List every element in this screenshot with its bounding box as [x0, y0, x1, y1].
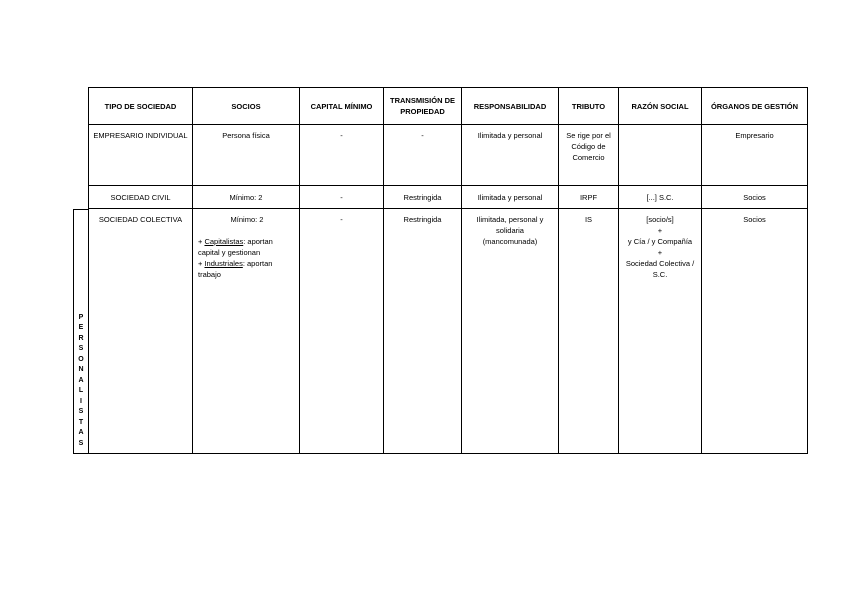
cell-capital: - [300, 209, 384, 454]
term-industriales: Industriales [204, 259, 243, 268]
side-letter: I [80, 397, 82, 405]
razon-socios: [socio/s] [646, 215, 674, 224]
cell-tributo: IS [559, 209, 619, 454]
socios-industriales: + Industriales: aportan trabajo [198, 259, 273, 279]
side-letter: S [78, 439, 84, 447]
cell-capital: - [300, 186, 384, 209]
cell-responsabilidad: Ilimitada y personal [462, 125, 559, 186]
side-letter: R [78, 334, 84, 342]
socios-minimo: Mínimo: 2 [230, 215, 264, 224]
table-row [89, 209, 808, 454]
side-letter: P [78, 313, 84, 321]
cell-tipo: EMPRESARIO INDIVIDUAL [89, 125, 193, 186]
sociedades-table [88, 87, 808, 454]
header-organos: ÓRGANOS DE GESTIÓN [702, 88, 808, 125]
cell-tipo: SOCIEDAD COLECTIVA [89, 209, 193, 454]
side-letter: A [78, 429, 84, 436]
header-transmision: TRANSMISIÓN DE PROPIEDAD [384, 88, 462, 125]
header-tributo: TRIBUTO [559, 88, 619, 125]
cell-razon [619, 125, 702, 186]
cell-capital: - [300, 125, 384, 186]
side-letter: A [78, 376, 84, 384]
term-capitalistas: Capitalistas [204, 237, 244, 246]
cell-transmision: Restringida [384, 209, 462, 454]
side-letter: O [78, 355, 84, 363]
table-row [89, 125, 808, 186]
cell-organos: Socios [702, 186, 808, 209]
responsabilidad-note: (mancomunada) [482, 237, 538, 246]
side-letter: N [78, 366, 84, 373]
side-letter: S [78, 345, 84, 352]
cell-responsabilidad: Ilimitada y personal [462, 186, 559, 209]
cell-transmision: Restringida [384, 186, 462, 209]
header-capital: CAPITAL MÍNIMO [300, 88, 384, 125]
cell-transmision: - [384, 125, 462, 186]
header-socios: SOCIOS [193, 88, 300, 125]
cell-socios: Mínimo: 2 [193, 186, 300, 209]
cell-tipo: SOCIEDAD CIVIL [89, 186, 193, 209]
cell-razon: [...] S.C. [619, 186, 702, 209]
socios-capitalistas: + Capitalistas: aportan capital y gestionan [198, 237, 273, 257]
header-razon: RAZÓN SOCIAL [619, 88, 702, 125]
industriales-desc: : aportan trabajo [198, 259, 273, 279]
razon-sc: Sociedad Colectiva / S.C. [625, 259, 695, 279]
header-row [89, 88, 808, 125]
header-tipo: TIPO DE SOCIEDAD [89, 88, 193, 125]
cell-organos: Socios [702, 209, 808, 454]
side-letter: E [78, 324, 84, 331]
side-letter: T [78, 418, 84, 426]
cell-razon [619, 209, 702, 454]
capitalistas-desc: : aportan capital y gestionan [198, 237, 273, 257]
cell-socios: Persona física [193, 125, 300, 186]
responsabilidad-line: Ilimitada, personal y solidaria [476, 215, 544, 235]
personalistas-group-label [73, 209, 88, 454]
side-letter: S [78, 408, 84, 415]
razon-cia: y Cía / y Compañía [627, 237, 693, 246]
cell-tributo: IRPF [559, 186, 619, 209]
side-letter: L [78, 387, 84, 394]
header-responsabilidad: RESPONSABILIDAD [462, 88, 559, 125]
cell-responsabilidad [462, 209, 559, 454]
cell-organos: Empresario [702, 125, 808, 186]
table-row [89, 186, 808, 209]
cell-socios [193, 209, 300, 454]
razon-plus: + [657, 226, 663, 235]
razon-plus: + [657, 248, 663, 257]
cell-tributo: Se rige por el Código de Comercio [559, 125, 619, 186]
